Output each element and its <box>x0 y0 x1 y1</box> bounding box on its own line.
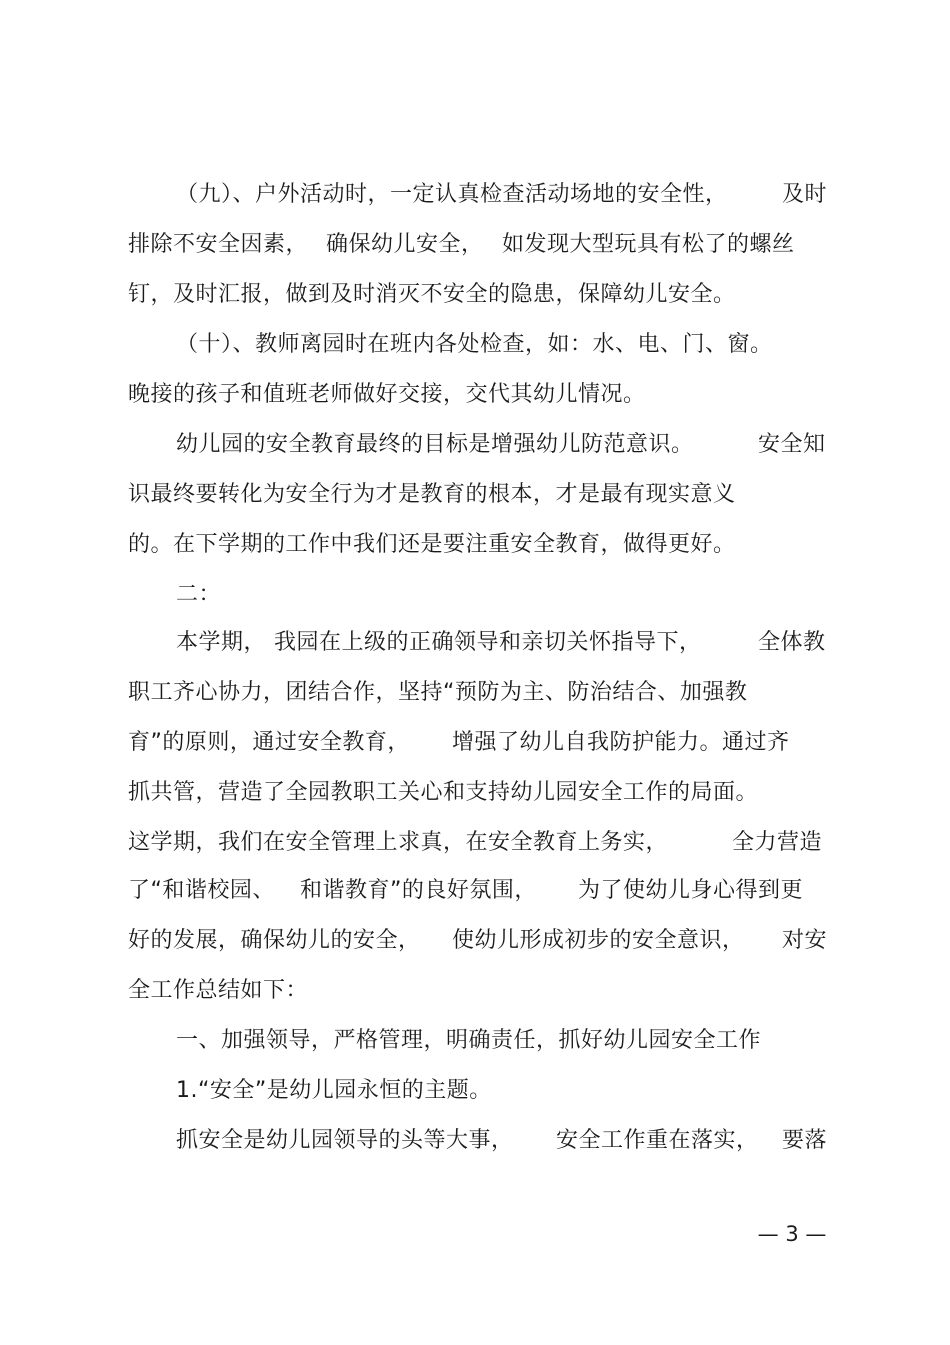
text-segment: 如发现大型玩具有松了的螺丝 <box>502 232 795 257</box>
text-line <box>128 823 823 863</box>
text-segment: 钉，及时汇报，做到及时消灭不安全的隐患，保障幼儿安全。 <box>128 282 736 307</box>
text-segment: 晚接的孩子和值班老师做好交接，交代其幼儿情况。 <box>128 382 646 407</box>
text-line <box>128 1121 828 1161</box>
text-segment: 和谐教育”的良好氛围， <box>300 878 537 903</box>
text-segment: 对安 <box>782 928 828 953</box>
text-segment: 二： <box>176 582 222 607</box>
text-segment: （九）、户外活动时，一定认真检查活动场地的安全性， <box>176 182 728 207</box>
text-line <box>128 623 826 663</box>
text-segment: 好的发展，确保幼儿的安全， <box>128 928 421 953</box>
text-segment: 的。在下学期的工作中我们还是要注重安全教育，做得更好。 <box>128 532 736 557</box>
text-line <box>128 225 795 265</box>
text-segment: 全体教 <box>758 630 826 655</box>
text-segment: 职工齐心协力，团结合作，坚持“预防为主、防治结合、加强教 <box>128 680 748 705</box>
text-segment: 排除不安全因素， <box>128 232 309 257</box>
subsection-heading <box>128 1071 492 1111</box>
text-segment: 抓共管，营造了全园教职工关心和支持幼儿园安全工作的局面。 <box>128 780 759 805</box>
text-line <box>128 275 736 315</box>
text-segment: 及时 <box>782 182 828 207</box>
text-line <box>128 325 773 365</box>
text-line <box>128 871 804 911</box>
text-line <box>128 673 748 713</box>
page-number: — 3 — <box>757 1222 827 1246</box>
text-segment: 识最终要转化为安全行为才是教育的根本，才是最有现实意义 <box>128 482 736 507</box>
text-segment: 确保幼儿安全， <box>326 232 484 257</box>
text-segment: 本学期， <box>176 630 267 655</box>
section-heading <box>128 1021 762 1061</box>
text-line <box>128 425 826 465</box>
text-segment: 增强了幼儿自我防护能力。通过齐 <box>452 730 790 755</box>
text-segment: 安全工作重在落实， <box>556 1128 759 1153</box>
text-segment: 使幼儿形成初步的安全意识， <box>452 928 745 953</box>
text-line <box>128 475 736 515</box>
text-segment: 我园在上级的正确领导和亲切关怀指导下， <box>274 630 702 655</box>
text-segment: 育”的原则，通过安全教育， <box>128 730 410 755</box>
text-segment: 安全知 <box>758 432 826 457</box>
text-line <box>128 175 828 215</box>
text-segment: 1.“安全”是幼儿园永恒的主题。 <box>176 1078 492 1103</box>
text-segment: （十）、教师离园时在班内各处检查，如：水、电、门、窗。 <box>176 332 773 357</box>
text-segment: 全工作总结如下： <box>128 978 309 1003</box>
text-line <box>128 921 828 961</box>
text-segment: 了“和谐校园、 <box>128 878 275 903</box>
text-line <box>128 971 309 1011</box>
text-segment: 抓安全是幼儿园领导的头等大事， <box>176 1128 514 1153</box>
text-segment: 全力营造 <box>732 830 823 855</box>
section-heading <box>128 575 222 615</box>
text-segment: 这学期，我们在安全管理上求真，在安全教育上务实， <box>128 830 669 855</box>
text-line <box>128 773 759 813</box>
text-segment: 要落 <box>782 1128 828 1153</box>
text-line <box>128 525 736 565</box>
text-line <box>128 375 646 415</box>
text-segment: 幼儿园的安全教育最终的目标是增强幼儿防范意识。 <box>176 432 694 457</box>
text-segment: 为了使幼儿身心得到更 <box>578 878 804 903</box>
text-segment: 一、加强领导，严格管理，明确责任，抓好幼儿园安全工作 <box>176 1028 762 1053</box>
text-line <box>128 723 790 763</box>
